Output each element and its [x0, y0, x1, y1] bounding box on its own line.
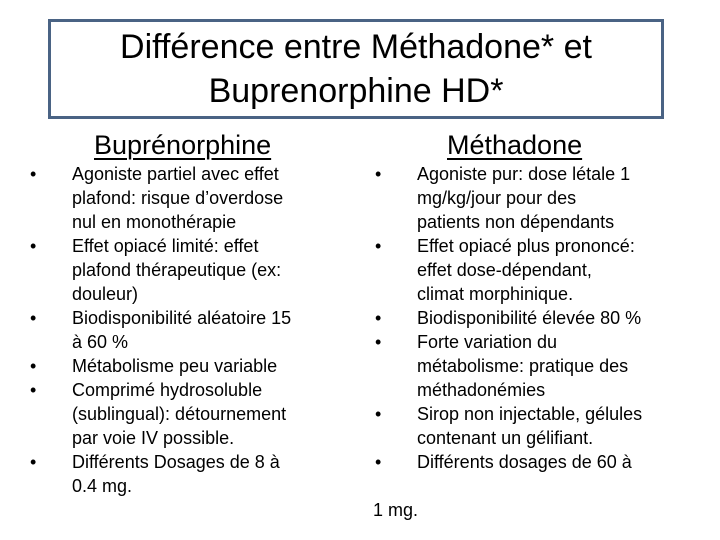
buprenorphine-list [28, 162, 358, 498]
list-item [28, 354, 358, 378]
list-item-line: Différents Dosages de 8 à [72, 452, 280, 472]
bullet-icon: • [375, 308, 382, 328]
bullet-icon: • [375, 236, 382, 256]
list-item [373, 402, 683, 450]
list-item [28, 162, 358, 234]
list-item-line: patients non dépendants [417, 212, 615, 232]
list-item-line: Sirop non injectable, gélules [417, 404, 643, 424]
list-item [28, 306, 358, 354]
bullet-icon: • [30, 380, 37, 400]
list-item [28, 234, 358, 306]
bullet-icon: • [30, 452, 37, 472]
bullet-icon: • [375, 452, 382, 472]
list-item [28, 378, 358, 450]
list-item [373, 450, 683, 474]
list-item [28, 450, 358, 498]
bullet-icon: • [30, 308, 37, 328]
list-item-line: contenant un gélifiant. [417, 428, 594, 448]
list-item [373, 306, 683, 330]
list-item [373, 162, 683, 234]
methadone-dosage-continuation: 1 mg. [373, 500, 419, 520]
list-item-line: Forte variation du [417, 332, 558, 352]
list-item-line: douleur) [72, 284, 139, 304]
list-item-line: 0.4 mg. [72, 476, 133, 496]
bullet-icon: • [30, 236, 37, 256]
list-item-line: métabolisme: pratique des [417, 356, 629, 376]
slide-title-line-2: Buprenorphine HD* [208, 72, 504, 110]
list-item-line: plafond thérapeutique (ex: [72, 260, 282, 280]
list-item-line: Différents dosages de 60 à [417, 452, 632, 472]
list-item-line: par voie IV possible. [72, 428, 235, 448]
bullet-icon: • [375, 332, 382, 352]
list-item-line: Agoniste pur: dose létale 1 [417, 164, 631, 184]
list-item-line: Effet opiacé plus prononcé: [417, 236, 635, 256]
bullet-icon: • [30, 164, 37, 184]
list-item [373, 234, 683, 306]
list-item-line: (sublingual): détournement [72, 404, 287, 424]
list-item-line: Agoniste partiel avec effet [72, 164, 279, 184]
list-item-line: Métabolisme peu variable [72, 356, 278, 376]
list-item-line: Effet opiacé limité: effet [72, 236, 259, 256]
bullet-icon: • [375, 404, 382, 424]
list-item-line: climat morphinique. [417, 284, 574, 304]
list-item-line: Comprimé hydrosoluble [72, 380, 263, 400]
list-item-line: à 60 % [72, 332, 129, 352]
bullet-icon: • [375, 164, 382, 184]
list-item-line: méthadonémies [417, 380, 546, 400]
slide-title-line-1: Différence entre Méthadone* et [120, 28, 592, 66]
list-item-line: nul en monothérapie [72, 212, 237, 232]
list-item-line: effet dose-dépendant, [417, 260, 592, 280]
list-item [373, 330, 683, 402]
list-item-line: Biodisponibilité aléatoire 15 [72, 308, 292, 328]
list-item-line: mg/kg/jour pour des [417, 188, 577, 208]
bullet-icon: • [30, 356, 37, 376]
methadone-list [373, 162, 683, 474]
list-item-line: Biodisponibilité élevée 80 % [417, 308, 642, 328]
buprenorphine-heading: Buprénorphine [94, 130, 272, 160]
methadone-heading: Méthadone [447, 130, 583, 160]
list-item-line: plafond: risque d’overdose [72, 188, 284, 208]
slide-title-box [48, 19, 664, 119]
